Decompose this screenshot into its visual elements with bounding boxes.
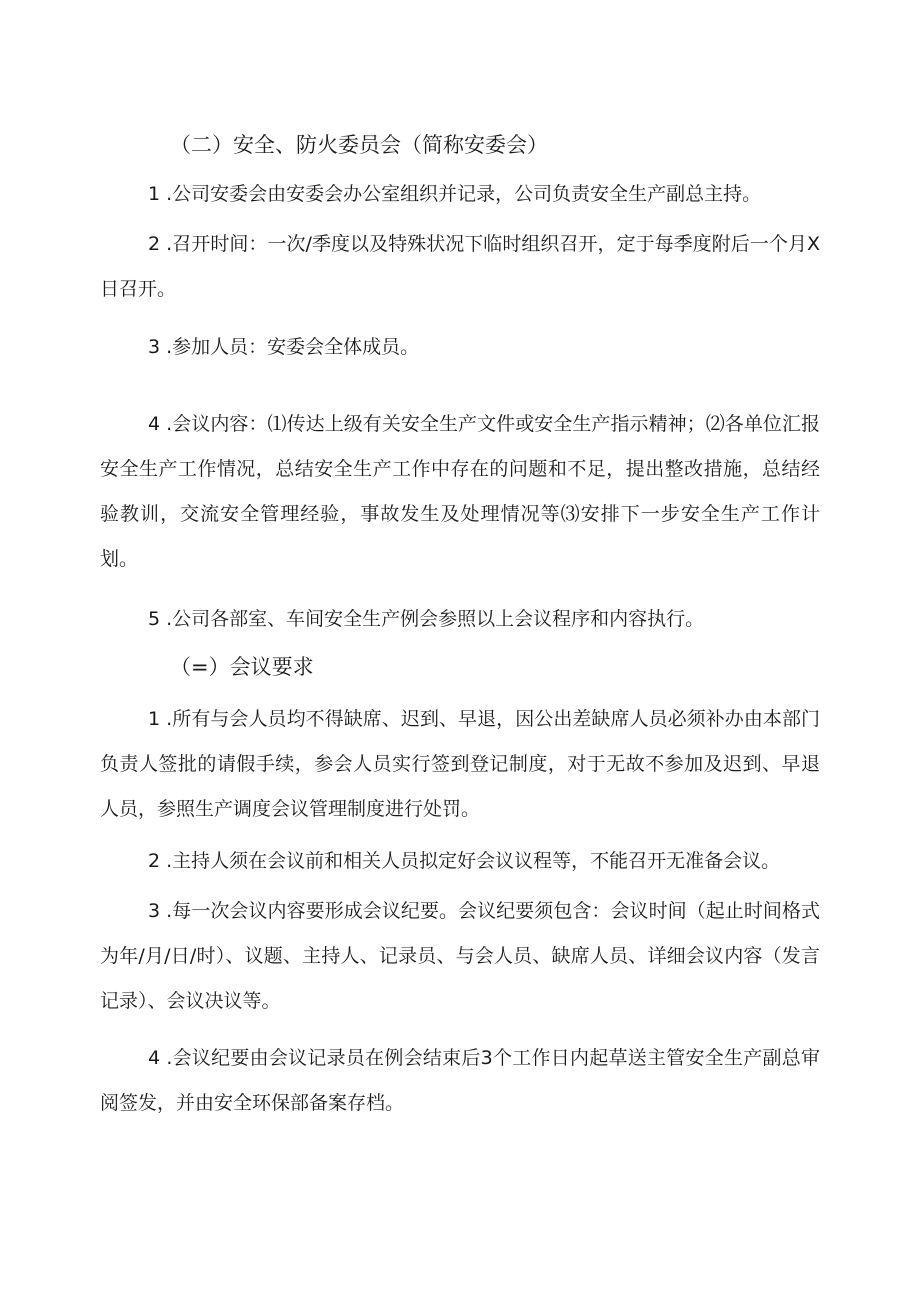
- paragraph-item-2: 2 .召开时间：一次/季度以及特殊状况下临时组织召开，定于每季度附后一个月X日召开。: [100, 233, 820, 300]
- requirement-item-3: 3 .每一次会议内容要形成会议纪要。会议纪要须包含：会议时间（起止时间格式为年/月/日/时）、议题、主持人、记录员、与会人员、缺席人员、详细会议内容（发言记录）、会议决议等。: [100, 900, 820, 1012]
- paragraph-item-1: 1 .公司安委会由安委会办公室组织并记录，公司负责安全生产副总主持。: [148, 183, 762, 205]
- section-heading-meeting-requirements: （=）会议要求: [170, 655, 314, 679]
- paragraph-item-4: 4 .会议内容：⑴传达上级有关安全生产文件或安全生产指示精神；⑵各单位汇报安全生产工作情况，总结安全生产工作中存在的问题和不足，提出整改措施，总结经验教训，交流安全管理经验，事故发生及处理情况等⑶安排下一步安全生产工作计划。: [100, 413, 820, 570]
- requirement-item-1: 1 .所有与会人员均不得缺席、迟到、早退，因公出差缺席人员必须补办由本部门负责人签批的请假手续，参会人员实行签到登记制度，对于无故不参加及迟到、早退人员，参照生产调度会议管理制度进行处罚。: [100, 708, 820, 820]
- requirement-item-2: 2 .主持人须在会议前和相关人员拟定好会议议程等，不能召开无准备会议。: [148, 850, 781, 872]
- paragraph-item-3: 3 .参加人员：安委会全体成员。: [148, 336, 420, 358]
- paragraph-item-5: 5 .公司各部室、车间安全生产例会参照以上会议程序和内容执行。: [148, 608, 705, 630]
- requirement-item-4: 4 .会议纪要由会议记录员在例会结束后3个工作日内起草送主管安全生产副总审阅签发，并由安全环保部备案存档。: [100, 1047, 820, 1114]
- section-heading-committee: （二）安全、防火委员会（简称安委会）: [170, 133, 548, 157]
